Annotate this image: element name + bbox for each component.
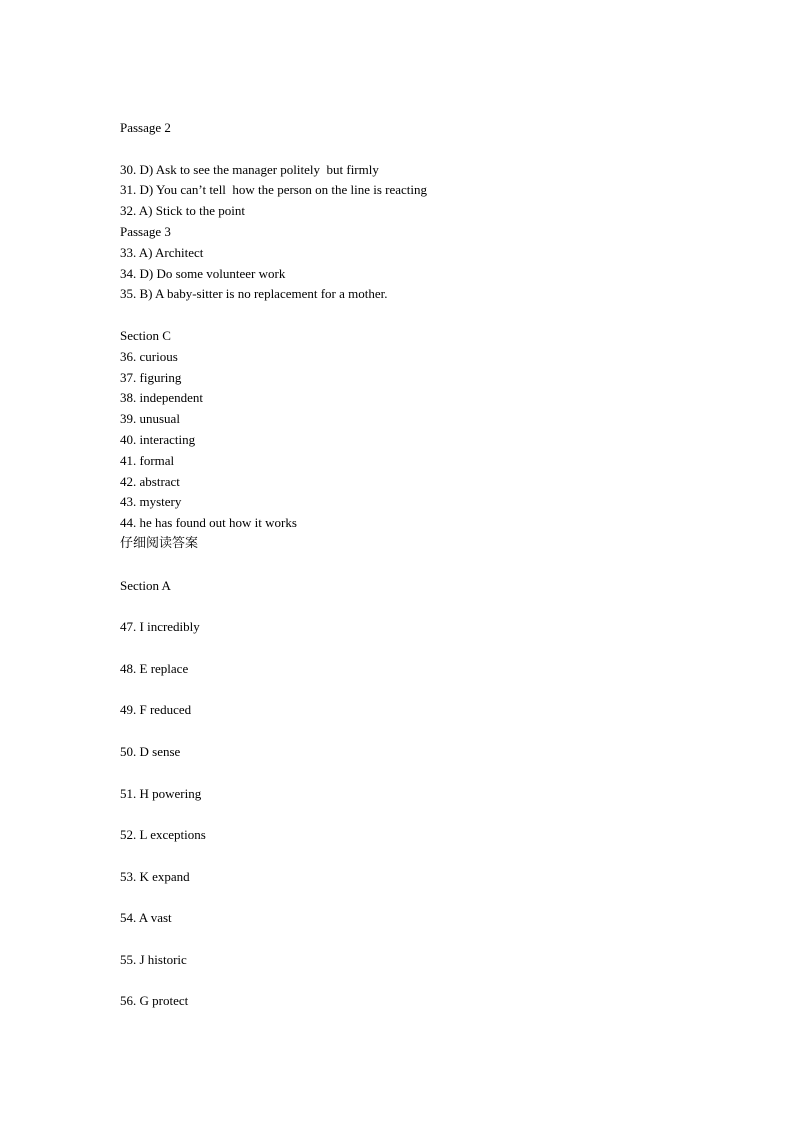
spacer xyxy=(120,596,680,617)
answer-37: 37. figuring xyxy=(120,369,182,385)
answer-47: 47. I incredibly xyxy=(120,619,200,635)
answer-34: 34. D) Do some volunteer work xyxy=(120,265,286,281)
spacer xyxy=(120,555,680,576)
spacer xyxy=(120,971,680,992)
answer-41: 41. formal xyxy=(120,452,175,468)
spacer xyxy=(120,638,680,659)
answer-32: 32. A) Stick to the point xyxy=(120,203,245,219)
spacer xyxy=(120,680,680,701)
answer-31: 31. D) You can’t tell how the person on the line is reacting xyxy=(120,182,428,198)
answer-54: 54. A vast xyxy=(120,910,172,926)
section-c-heading: Section C xyxy=(120,327,171,343)
careful-reading-heading: 仔细阅读答案 xyxy=(120,535,199,551)
answer-35: 35. B) A baby-sitter is no replacement for a mother. xyxy=(120,286,388,302)
section-a-heading: Section A xyxy=(120,577,171,593)
answer-51: 51. H powering xyxy=(120,785,202,801)
answer-44: 44. he has found out how it works xyxy=(120,515,297,531)
spacer xyxy=(120,846,680,867)
answer-52: 52. L exceptions xyxy=(120,827,206,843)
spacer xyxy=(120,929,680,950)
answer-40: 40. interacting xyxy=(120,431,196,447)
spacer xyxy=(120,139,680,160)
passage-3-heading: Passage 3 xyxy=(120,223,171,239)
answer-30: 30. D) Ask to see the manager politely but firmly xyxy=(120,161,379,177)
spacer xyxy=(120,721,680,742)
answer-48: 48. E replace xyxy=(120,660,189,676)
spacer xyxy=(120,804,680,825)
answer-50: 50. D sense xyxy=(120,743,181,759)
answer-38: 38. independent xyxy=(120,390,204,406)
spacer xyxy=(120,305,680,326)
answer-49: 49. F reduced xyxy=(120,702,192,718)
answer-56: 56. G protect xyxy=(120,993,189,1009)
answer-33: 33. A) Architect xyxy=(120,244,204,260)
document-page xyxy=(120,118,680,1012)
spacer xyxy=(120,887,680,908)
answer-42: 42. abstract xyxy=(120,473,180,489)
answer-43: 43. mystery xyxy=(120,494,182,510)
spacer xyxy=(120,763,680,784)
answer-53: 53. K expand xyxy=(120,868,190,884)
passage-2-heading: Passage 2 xyxy=(120,120,171,135)
answer-36: 36. curious xyxy=(120,348,178,364)
answer-55: 55. J historic xyxy=(120,951,187,967)
answer-39: 39. unusual xyxy=(120,411,180,427)
